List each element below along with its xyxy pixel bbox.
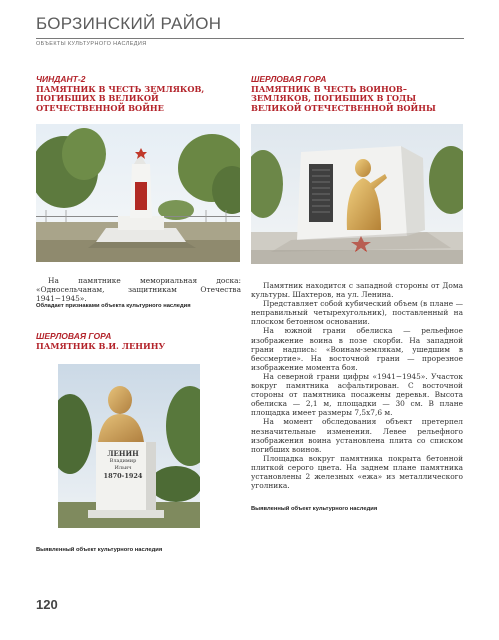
plaque-line-2: Владимир: [109, 457, 137, 464]
section-title: БОРЗИНСКИЙ РАЙОН: [36, 14, 222, 33]
chindant-monument-photo: [36, 124, 240, 262]
plaque-line-4: 1870-1924: [103, 471, 143, 480]
right-place: ШЕРЛОВАЯ ГОРА: [251, 74, 327, 84]
plaque-line-3: Ильич: [114, 465, 132, 471]
lenin-monument-photo: [58, 364, 200, 528]
paragraph: Памятник находится с западной стороны от Дома культуры. Шахтеров, на ул. Ленина.: [251, 281, 463, 300]
left-top-heading: ПАМЯТНИК В ЧЕСТЬ ЗЕМЛЯКОВ, ПОГИБШИХ В ВЕЛИКОЙ ОТЕЧЕСТВЕННОЙ ВОЙНЕ: [36, 84, 205, 113]
pedestal-plaque: [100, 450, 146, 480]
left-bottom-place: ШЕРЛОВАЯ ГОРА: [36, 331, 112, 341]
left-top-place: ЧИНДАНТ-2: [36, 74, 86, 84]
left-bottom-heading: ПАМЯТНИК В.И. ЛЕНИНУ: [36, 341, 166, 351]
left-bottom-status: Выявленный объект культурного наследия: [36, 547, 163, 553]
header-divider: [36, 38, 464, 39]
paragraph: На южной грани обелиска — рельефное изображение воина в позе скорби. На западной грани надпись: «Воинам-землякам, ушедшим в бессмертие». На восточной грани — прорезное изображение момента боя.: [251, 326, 463, 372]
warriors-monument-photo: [251, 124, 463, 264]
paragraph: Площадка вокруг памятника покрыта бетонной плиткой серого цвета. На заднем плане памятника установлены 2 железных «ежа» из металлического уголника.: [251, 453, 463, 491]
right-heading: ПАМЯТНИК В ЧЕСТЬ ВОИНОВ–ЗЕМЛЯКОВ, ПОГИБШИХ В ГОДЫ ВЕЛИКОЙ ОТЕЧЕСТВЕННОЙ ВОЙНЫ: [251, 84, 436, 113]
section-subtitle: ОБЪЕКТЫ КУЛЬТУРНОГО НАСЛЕДИЯ: [36, 41, 147, 47]
paragraph: Представляет собой кубический объем (в плане — неправильный четырехугольник), поставленный на плоском бетонном основании.: [251, 299, 463, 327]
left-top-status: Обладает признаками объекта культурного наследия: [36, 303, 191, 309]
paragraph: На северной грани цифры «1941−1945». Участок вокруг памятника асфальтирован. С восточной стороны от памятника посажены деревья. Высота обелиска — 2,1 м, площадки — 30 см. В плане площадка имеет размеры 7,5х7,6 м.: [251, 371, 463, 418]
right-status: Выявленный объект культурного наследия: [251, 506, 378, 512]
page-number: 120: [36, 597, 58, 612]
plaque-line-1: ЛЕНИН: [107, 449, 139, 458]
left-top-caption: На памятнике мемориальная доска: «Односельчанам, защитникам Отечества 1941−1945».: [36, 276, 241, 304]
paragraph: На момент обследования объект претерпел незначительные изменения. Левее рельефного изображения воина установлена плита со списком погибших воинов.: [251, 417, 463, 454]
right-description: [251, 281, 463, 490]
